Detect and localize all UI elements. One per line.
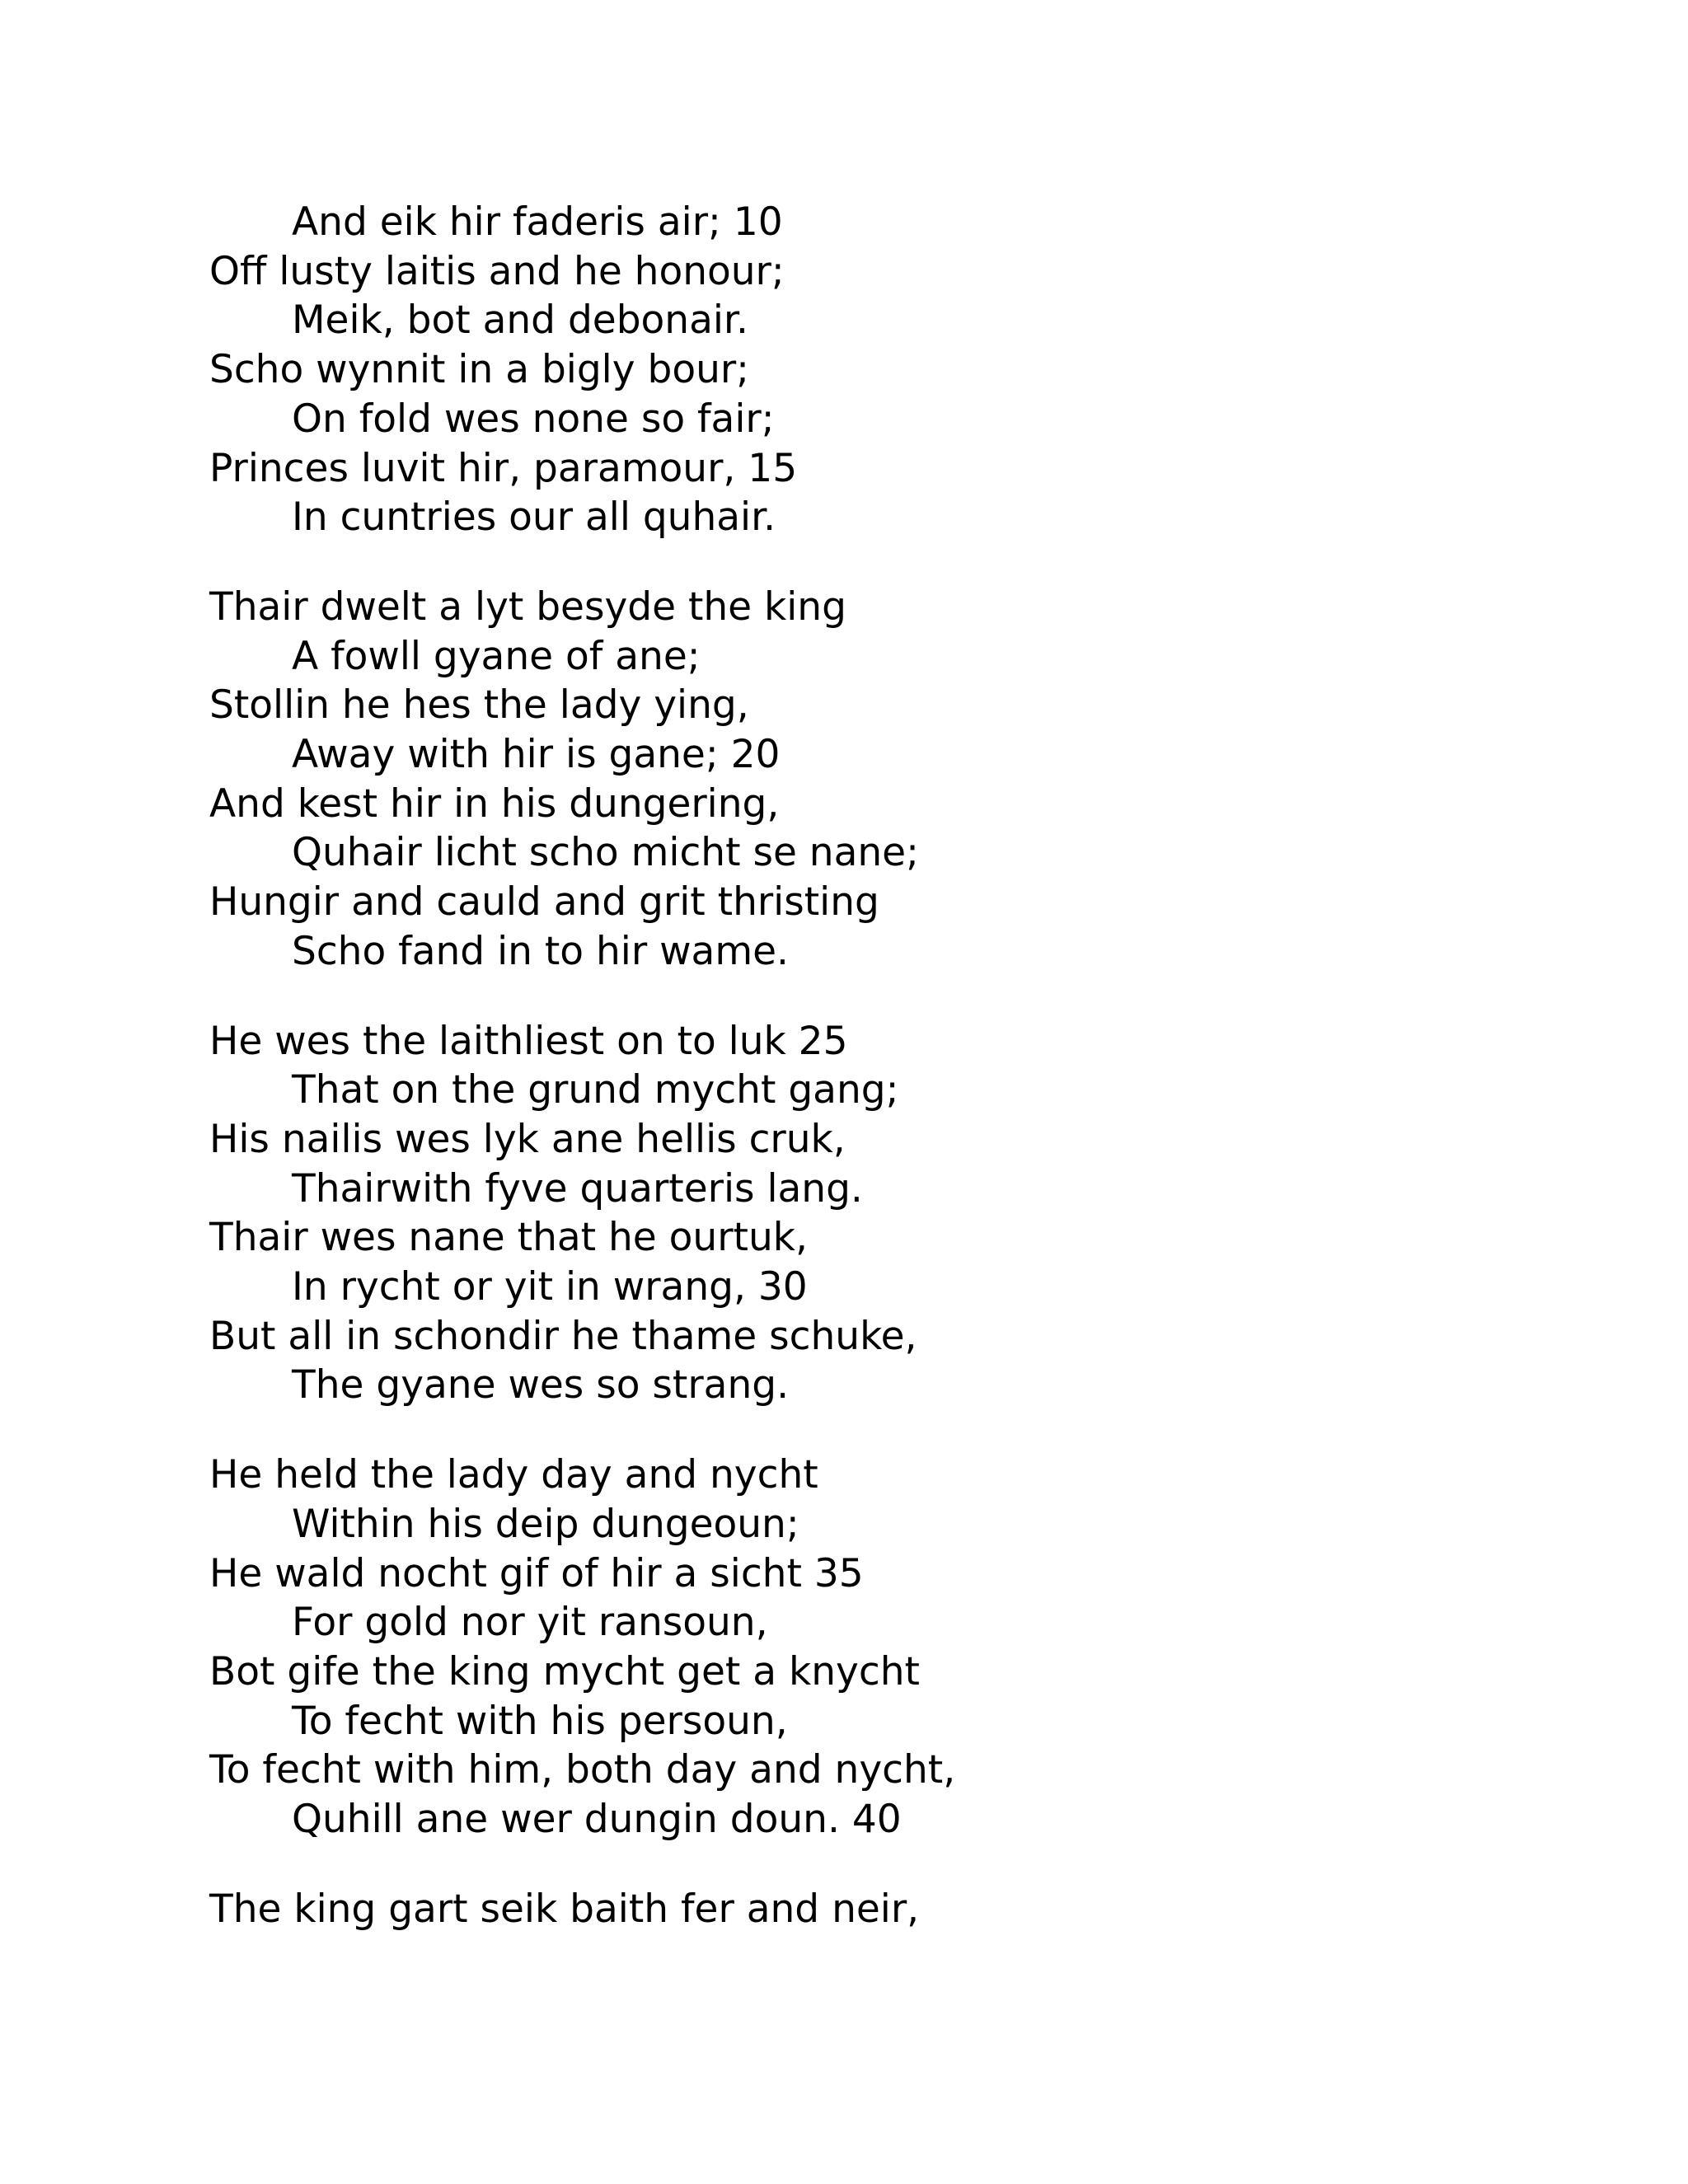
poem-line: Bot gife the king mycht get a knycht — [209, 1648, 920, 1694]
poem-line: His nailis wes lyk ane hellis cruk, — [209, 1116, 846, 1162]
stanza — [209, 198, 1528, 542]
poem-line: The gyane wes so strang. — [292, 1362, 790, 1408]
poem-line: The king gart seik baith fer and neir, — [209, 1886, 920, 1932]
poem-line: Within his deip dungeoun; — [292, 1501, 799, 1547]
poem-line: Princes luvit hir, paramour, 15 — [209, 445, 798, 491]
poem-line: A fowll gyane of ane; — [292, 633, 701, 679]
poem-page — [209, 198, 1528, 1975]
poem-line: Meik, bot and debonair. — [292, 298, 748, 344]
poem-line: Thair dwelt a lyt besyde the king — [209, 583, 846, 630]
stanza — [209, 1017, 1528, 1411]
poem-line: He held the lady day and nycht — [209, 1452, 818, 1498]
poem-line: To fecht with his persoun, — [292, 1698, 788, 1744]
poem-line: Off lusty laitis and he honour; — [209, 248, 785, 294]
poem-line: For gold nor yit ransoun, — [292, 1600, 768, 1646]
poem-line: Scho wynnit in a bigly bour; — [209, 347, 750, 393]
poem-line: He wes the laithliest on to luk 25 — [209, 1018, 848, 1064]
poem-line: Scho fand in to hir wame. — [292, 928, 789, 974]
poem-line: In cuntries our all quhair. — [292, 494, 776, 541]
poem-line: Quhill ane wer dungin doun. 40 — [292, 1797, 902, 1843]
poem-line: He wald nocht gif of hir a sicht 35 — [209, 1550, 864, 1596]
poem-line: In rycht or yit in wrang, 30 — [292, 1264, 808, 1310]
poem-line: And eik hir faderis air; 10 — [292, 199, 783, 245]
stanza — [209, 583, 1528, 977]
stanza — [209, 1451, 1528, 1844]
poem-line: And kest hir in his dungering, — [209, 780, 780, 827]
poem-line: That on the grund mycht gang; — [292, 1067, 899, 1113]
poem-line: Away with hir is gane; 20 — [292, 732, 781, 778]
poem-line: Thairwith fyve quarteris lang. — [292, 1165, 863, 1212]
poem-line: But all in schondir he thame schuke, — [209, 1313, 917, 1359]
poem-line: Stollin he hes the lady ying, — [209, 682, 749, 729]
poem-line: On fold wes none so fair; — [292, 396, 775, 442]
poem-line: Hungir and cauld and grit thristing — [209, 879, 879, 926]
stanza — [209, 1885, 1528, 1934]
poem-line: Quhair licht scho micht se nane; — [292, 830, 919, 876]
poem-line: To fecht with him, both day and nycht, — [209, 1747, 956, 1793]
poem-line: Thair wes nane that he ourtuk, — [209, 1215, 808, 1261]
